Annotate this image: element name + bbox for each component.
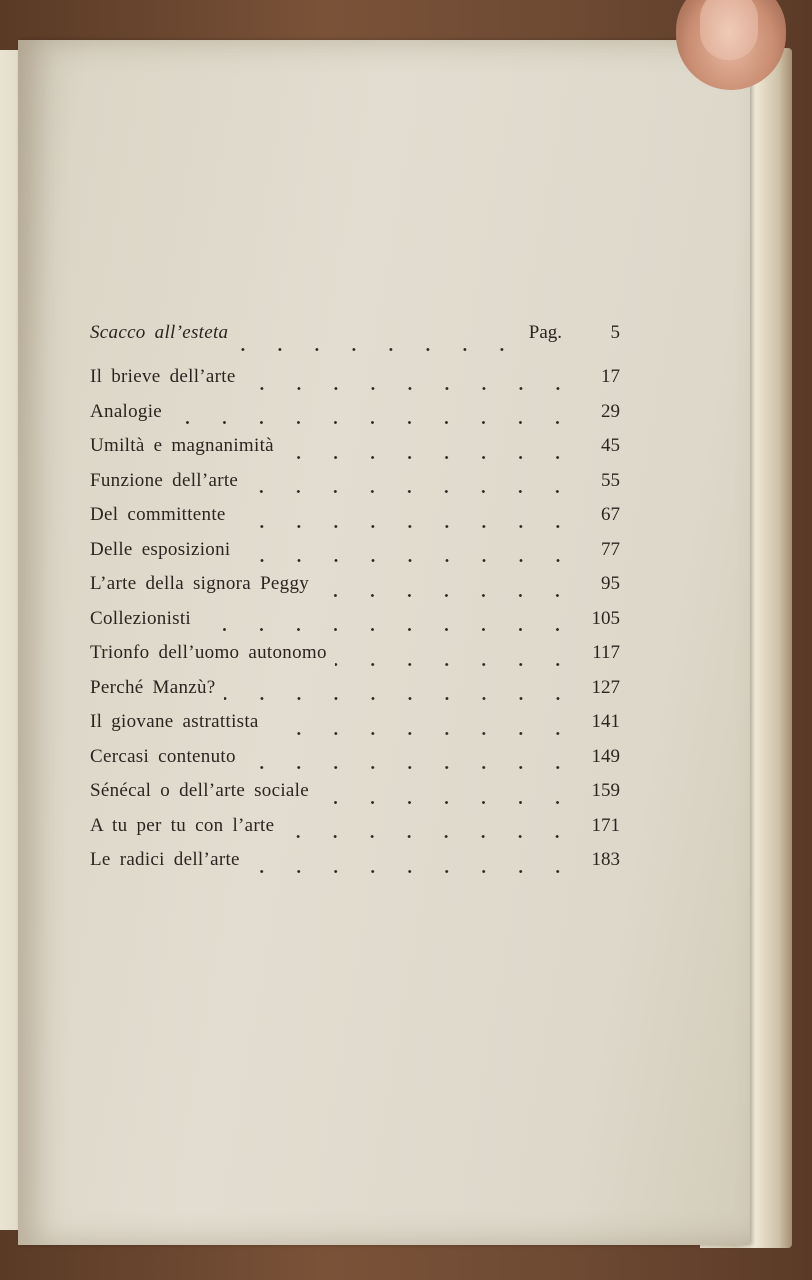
toc-entry-title: Analogie [90, 400, 163, 422]
toc-entry [90, 573, 620, 608]
toc-entry [90, 642, 620, 677]
toc-entry-title: Trionfo dell’uomo autonomo [90, 642, 327, 663]
toc-entry-page: 171 [591, 814, 620, 836]
toc-entry-title: Delle esposizioni [90, 538, 231, 560]
dot-leader [234, 525, 576, 528]
toc-entry-title: Cercasi contenuto [90, 745, 236, 767]
toc-entry-page: 67 [601, 504, 620, 525]
dot-leader [239, 559, 577, 562]
toc-entry-page: 29 [601, 400, 620, 422]
toc-entry-page: 105 [591, 607, 620, 629]
dot-leader [317, 801, 576, 804]
toc-entry-title: Perché Manzù? [90, 676, 216, 698]
toc-entry-page: 183 [591, 849, 620, 870]
toc-entry-title: Il giovane astrattista [90, 711, 259, 732]
toc-entry-title: Sénécal o dell’arte sociale [90, 780, 309, 801]
toc-entry-page: 17 [601, 366, 620, 387]
toc-entry-title: Scacco all’esteta [90, 322, 229, 343]
dot-leader [224, 697, 576, 700]
toc-entry [90, 401, 620, 436]
toc-entry-page: 127 [591, 676, 620, 698]
toc-entry-title: L’arte della signora Peggy [90, 573, 310, 594]
toc-entry-page: 117 [592, 642, 620, 663]
toc-entry-page: 5 [610, 322, 620, 343]
dot-leader [267, 732, 576, 735]
thumbnail-nail [700, 0, 758, 60]
toc-entry-title: Il brieve dell’arte [90, 366, 236, 387]
dot-leader [282, 835, 576, 838]
toc-entry-title: Le radici dell’arte [90, 849, 240, 870]
toc-entry [90, 504, 620, 539]
table-of-contents [90, 322, 620, 884]
toc-entry [90, 815, 620, 850]
toc-entry [90, 677, 620, 712]
toc-entry [90, 711, 620, 746]
toc-entry [90, 746, 620, 781]
toc-entry [90, 470, 620, 505]
dot-leader [170, 421, 576, 424]
dot-leader [246, 490, 576, 493]
dot-leader [244, 387, 576, 390]
pag-label: Pag. [528, 322, 562, 343]
toc-entry-title: A tu per tu con l’arte [90, 814, 275, 836]
dot-leader [335, 663, 576, 666]
toc-entry-page: 149 [591, 745, 620, 767]
toc-entry-title: Umiltà e magnanimità [90, 435, 274, 456]
toc-entry-title: Funzione dell’arte [90, 469, 239, 491]
dot-leader [244, 766, 576, 769]
toc-entry [90, 366, 620, 401]
toc-entry [90, 849, 620, 884]
toc-entry-title: Collezionisti [90, 607, 192, 629]
toc-entry [90, 322, 620, 366]
dot-leader [282, 456, 576, 459]
dot-leader [248, 870, 576, 873]
toc-entry [90, 608, 620, 643]
dot-leader [199, 628, 576, 631]
dot-leader [317, 594, 576, 597]
toc-entry [90, 435, 620, 470]
toc-entry-page: 77 [601, 538, 620, 560]
dot-leader [236, 348, 520, 351]
toc-entry-page: 45 [601, 435, 620, 456]
toc-entry [90, 539, 620, 574]
toc-entry-title: Del committente [90, 504, 226, 525]
toc-entry-page: 141 [591, 711, 620, 732]
toc-entry-page: 95 [601, 573, 620, 594]
toc-entry-page: 55 [601, 469, 620, 491]
toc-entry [90, 780, 620, 815]
toc-entry-page: 159 [591, 780, 620, 801]
